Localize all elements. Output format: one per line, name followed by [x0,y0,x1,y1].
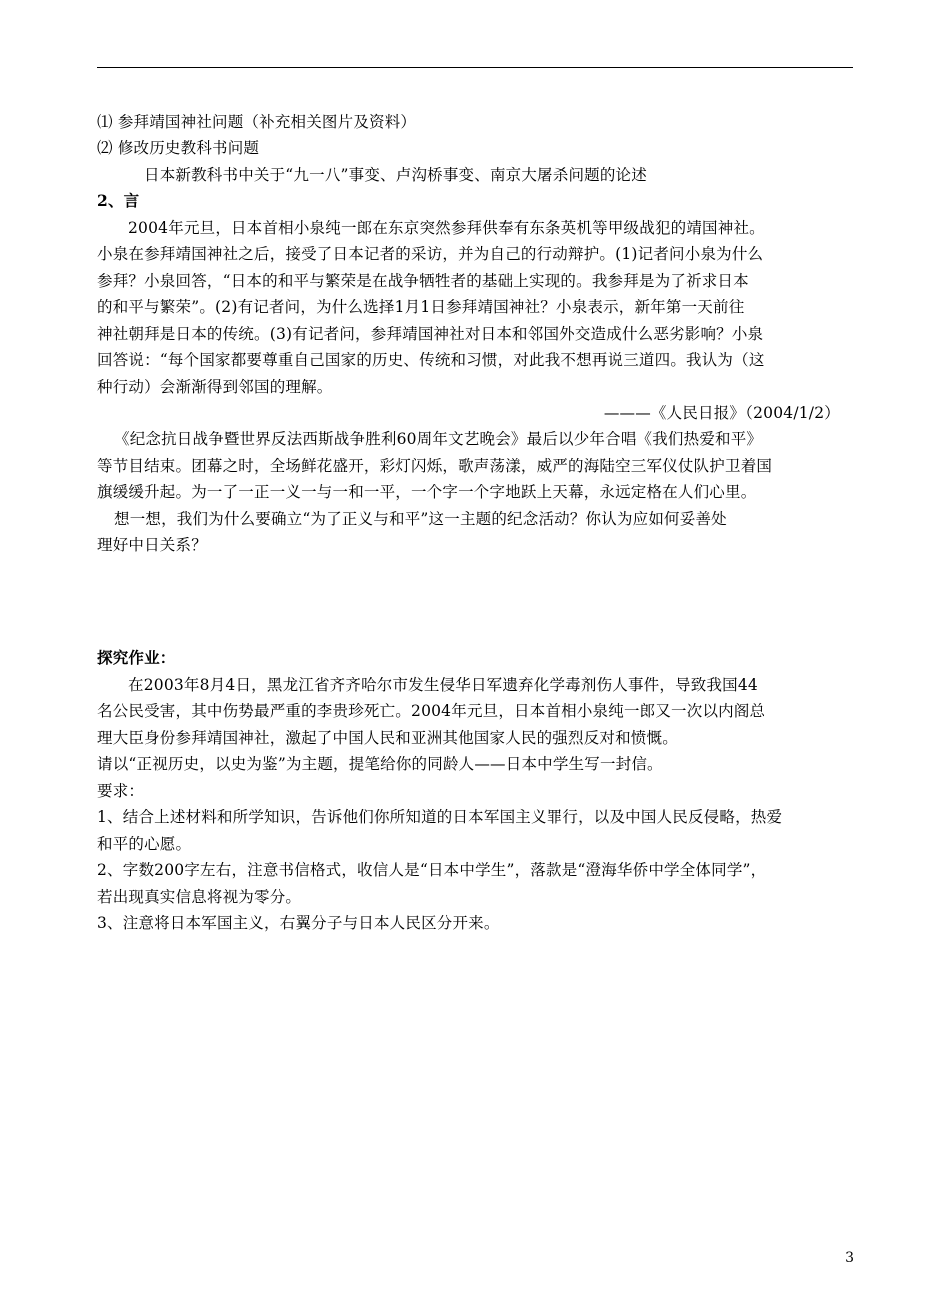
header-rule [97,67,853,68]
source-citation: ———《人民日报》（2004/1/2） [603,404,840,422]
requirements-label: 要求： [97,782,145,800]
textbook-description: 日本新教科书中关于“九一八”事变、卢沟桥事变、南京大屠杀问题的论述 [144,166,647,184]
paragraph-line: 旗缓缓升起。为一了一正一义一与一和一平，一个字一个字地跃上天幕，永远定格在人们心里。 [97,483,757,501]
paragraph-line: 神社朝拜是日本的传统。(3)有记者问，参拜靖国神社对日本和邻国外交造成什么恶劣影响？小泉 [97,325,764,343]
question-line: 理好中日关系？ [97,536,207,554]
requirement-item: 若出现真实信息将视为零分。 [97,888,302,906]
item-textbook-revision: ⑵ 修改历史教科书问题 [97,139,260,157]
requirement-item: 3、注意将日本军国主义，右翼分子与日本人民区分开来。 [97,914,500,932]
paragraph-line: 等节目结束。团幕之时，全场鲜花盛开，彩灯闪烁，歌声荡漾，威严的海陆空三军仪仗队护卫着国 [97,457,773,475]
question-line: 想一想，我们为什么要确立“为了正义与和平”这一主题的纪念活动？你认为应如何妥善处 [114,510,727,528]
paragraph-line: 的和平与繁荣”。(2)有记者问，为什么选择1月1日参拜靖国神社？小泉表示，新年第一天前往 [97,298,745,316]
requirement-item: 1、结合上述材料和所学知识，告诉他们你所知道的日本军国主义罪行，以及中国人民反侵略，热爱 [97,808,783,826]
section-heading-yan: 2、言 [97,191,140,210]
paragraph-line: 在2003年8月4日，黑龙江省齐齐哈尔市发生侵华日军遗弃化学毒剂伤人事件，导致我国44 [128,676,758,694]
inquiry-homework-heading: 探究作业： [97,648,176,667]
requirement-item: 2、字数200字左右，注意书信格式，收信人是“日本中学生”，落款是“澄海华侨中学全体同学”， [97,861,767,879]
paragraph-line: 种行动）会渐渐得到邻国的理解。 [97,378,333,396]
page-number: 3 [845,1250,854,1266]
paragraph-line: 《纪念抗日战争暨世界反法西斯战争胜利60周年文艺晚会》最后以少年合唱《我们热爱和平》 [114,430,763,448]
paragraph-line: 小泉在参拜靖国神社之后，接受了日本记者的采访，并为自己的行动辩护。(1)记者问小泉为什么 [97,245,764,263]
paragraph-line: 回答说：“每个国家都要尊重自己国家的历史、传统和习惯，对此我不想再说三道四。我认为（这 [97,351,765,369]
paragraph-line: 理大臣身份参拜靖国神社，激起了中国人民和亚洲其他国家人民的强烈反对和愤慨。 [97,729,678,747]
item-shrine-visit: ⑴ 参拜靖国神社问题（补充相关图片及资料） [97,113,417,131]
requirement-item: 和平的心愿。 [97,835,192,853]
task-instruction: 请以“正视历史，以史为鉴”为主题，提笔给你的同龄人——日本中学生写一封信。 [97,755,663,773]
paragraph-line: 2004年元旦，日本首相小泉纯一郎在东京突然参拜供奉有东条英机等甲级战犯的靖国神社。 [128,219,765,237]
paragraph-line: 参拜？小泉回答，“日本的和平与繁荣是在战争牺牲者的基础上实现的。我参拜是为了祈求日本 [97,272,749,290]
paragraph-line: 名公民受害，其中伤势最严重的李贵珍死亡。2004年元旦，日本首相小泉纯一郎又一次以内阁总 [97,702,766,720]
